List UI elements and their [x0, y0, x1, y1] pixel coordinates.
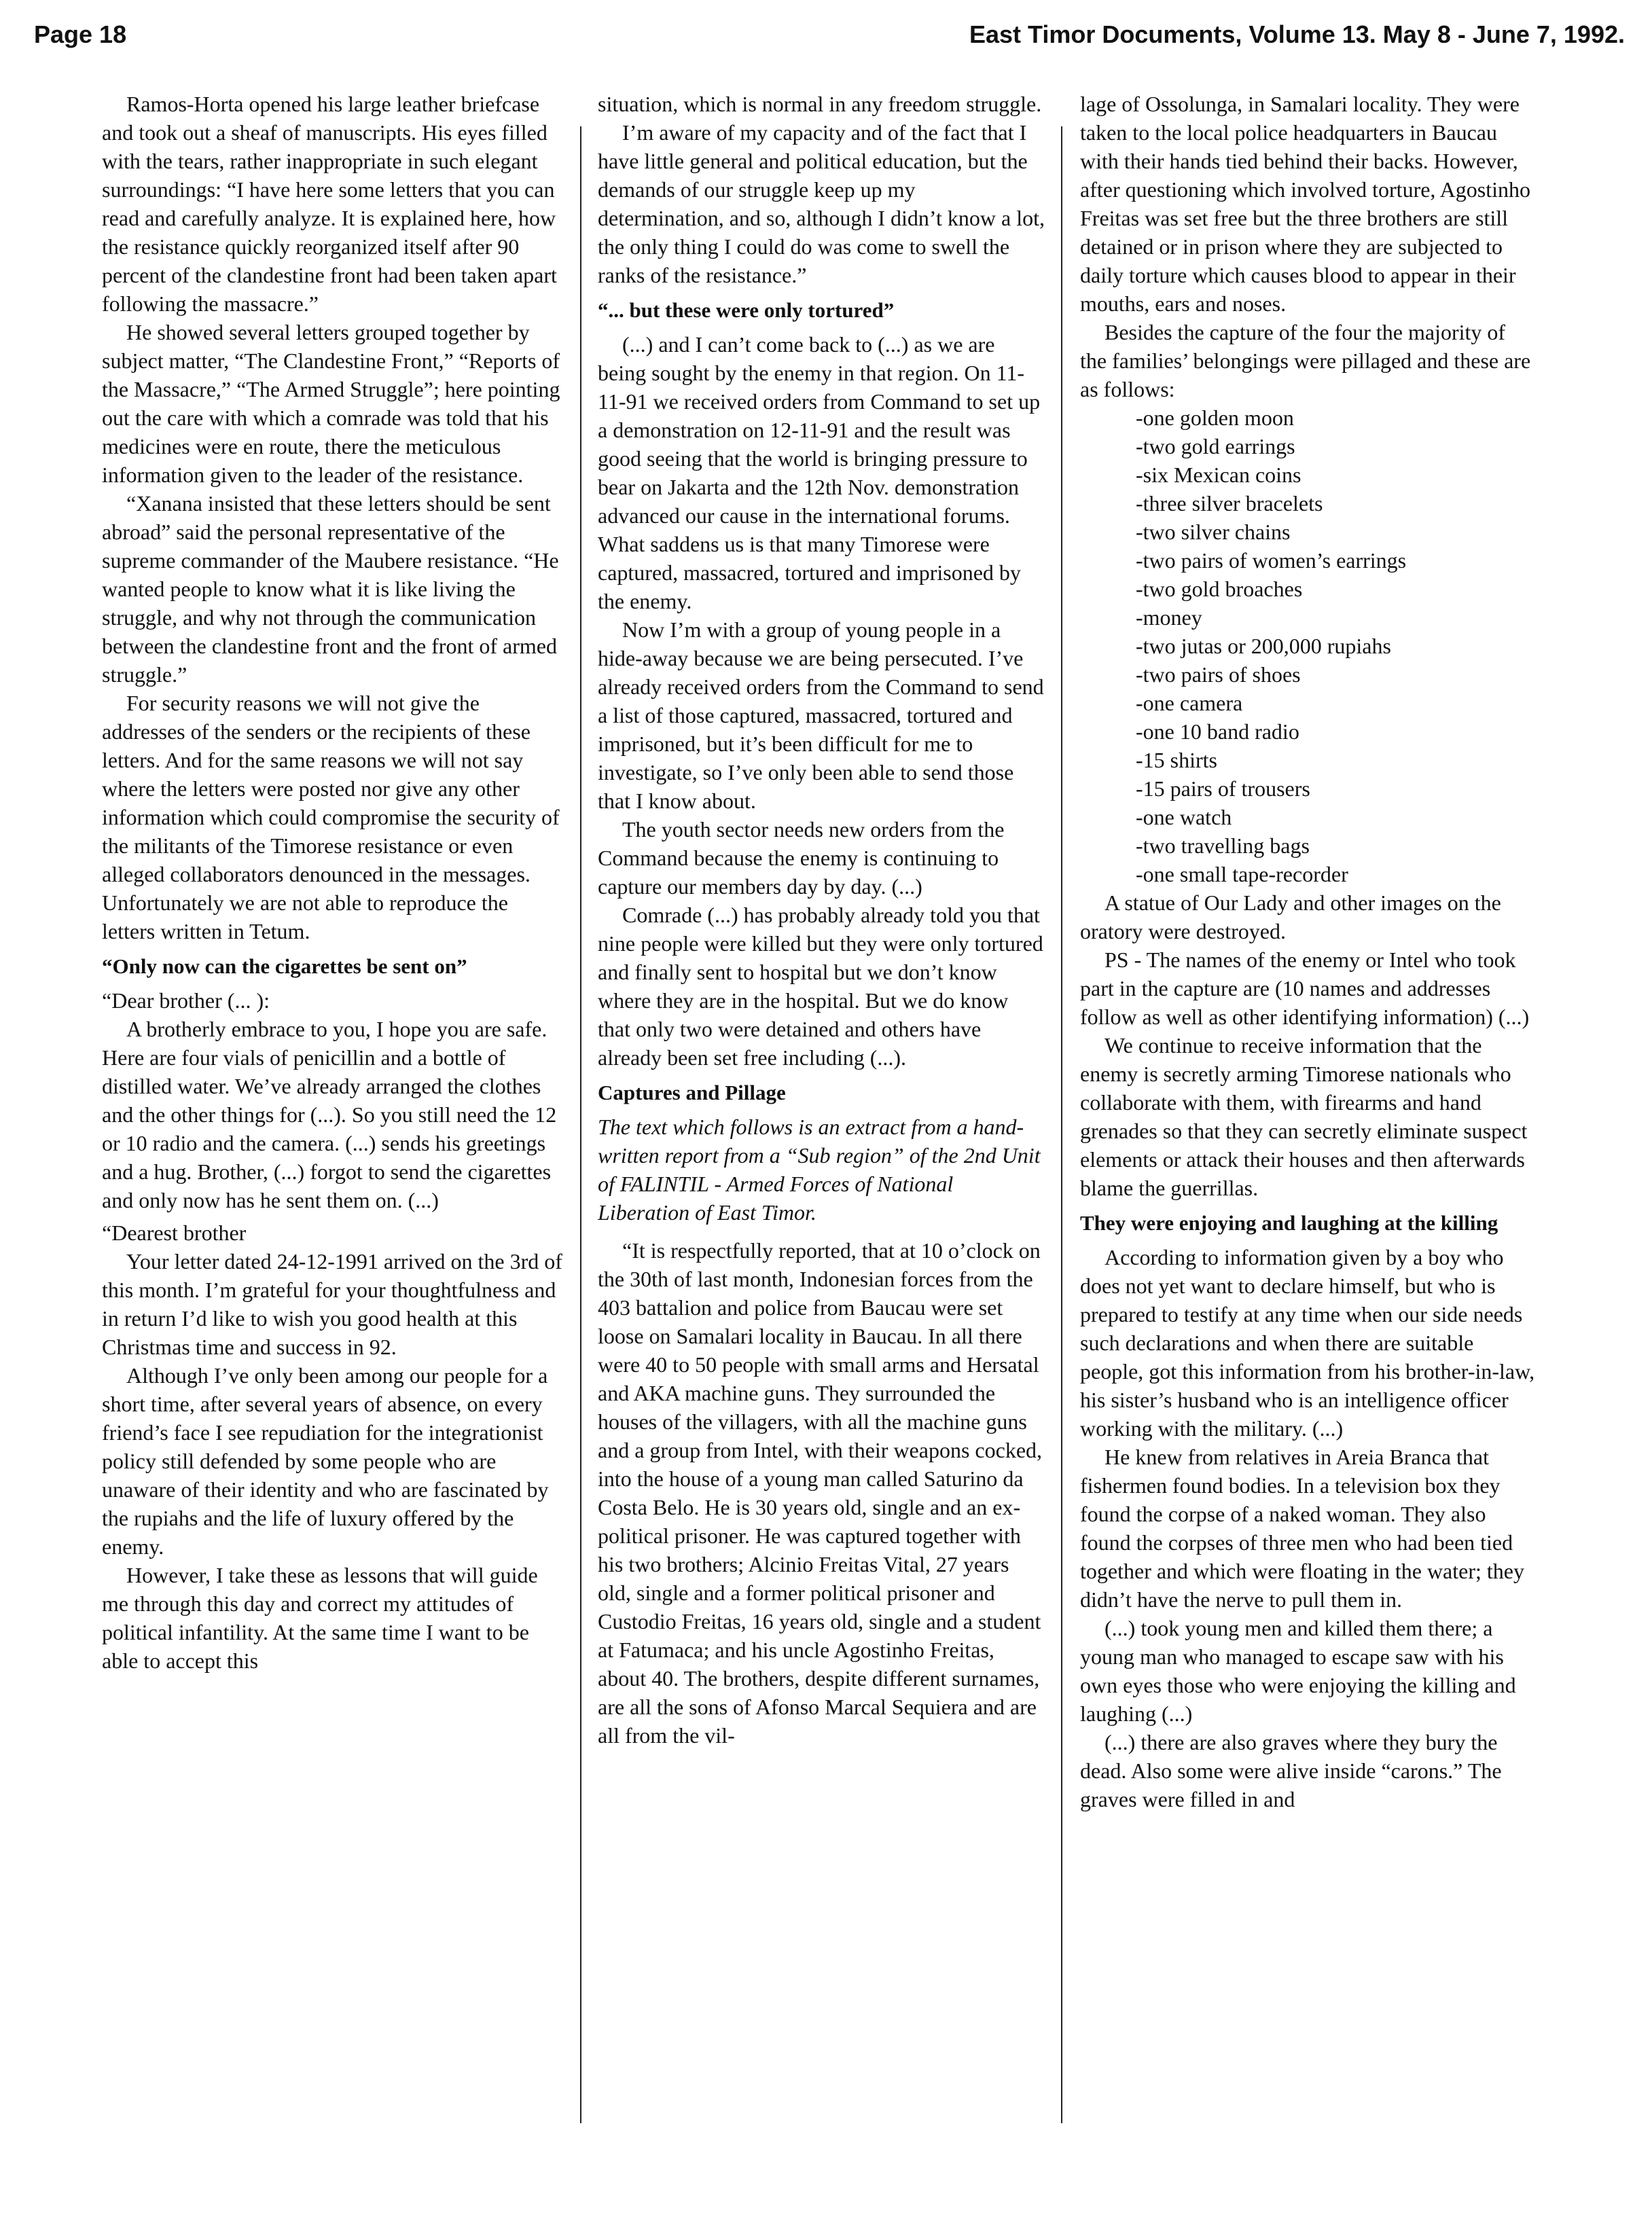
- paragraph: Ramos-Horta opened his large leather briefcase and took out a sheaf of manuscripts. His eyes filled with the tears, rather inappropriate in such elegant surroundings: “I have here some letters that you can read and carefully analyze. It is explained here, how the resistance quickly reorganized itself after 90 percent of the clandestine front had been taken apart following the massacre.”: [102, 92, 557, 316]
- list-item: -one small tape-recorder: [1136, 862, 1348, 886]
- list-item: -two pairs of shoes: [1136, 662, 1301, 687]
- list-item: -six Mexican coins: [1136, 463, 1301, 487]
- page-header: [27, 12, 1625, 60]
- column-divider: [580, 126, 581, 2123]
- publication-title: East Timor Documents, Volume 13. May 8 - June 7, 1992.: [969, 20, 1625, 48]
- column-1: [102, 90, 564, 1675]
- list-item: -three silver bracelets: [1136, 491, 1323, 516]
- column-3: [1080, 90, 1537, 1813]
- paragraph: “Xanana insisted that these letters should be sent abroad” said the personal representative of the supreme commander of the Maubere resistance. “He wanted people to know what it is like living the struggle, and why not through the communication between the clandestine front and the front of armed struggle.”: [102, 491, 559, 687]
- paragraph: We continue to receive information that the enemy is secretly arming Timorese nationals who collaborate with them, with firearms and hand grenades so that they can secretly eliminate suspect elements or attack their houses and then afterwards blame the guerrillas.: [1080, 1033, 1528, 1200]
- paragraph: Although I’ve only been among our people for a short time, after several years of absence, on every friend’s face I see repudiation for the integrationist policy still defended by some people who are unaware of their identity and who are fascinated by the rupiahs and the life of luxury offered by the enemy.: [102, 1363, 549, 1559]
- section-heading: “Only now can the cigarettes be sent on”: [102, 954, 467, 978]
- paragraph: (...) and I can’t come back to (...) as we are being sought by the enemy in that region. On 11-11-91 we received orders from Command to set up a demonstration on 12-11-91 and the result was good seeing that the world is bringing pressure to bear on Jakarta and the 12th Nov. demonstration advanced our cause in the international forums. What saddens us is that many Timorese were captured, massacred, tortured and imprisoned by the enemy.: [598, 332, 1041, 613]
- paragraph: Now I’m with a group of young people in a hide-away because we are being persecuted. I’ve already received orders from the Command to send a list of those captured, massacred, tortured and imprisoned, but it’s been difficult for me to investigate, so I’ve only been able to send those that I know about.: [598, 617, 1044, 813]
- paragraph: “It is respectfully reported, that at 10 o’clock on the 30th of last month, Indonesian forces from the 403 battalion and police from Baucau were set loose on Samalari locality in Baucau. In all there were 40 to 50 people with small arms and Hersatal and AKA machine guns. They surrounded the houses of the villagers, with all the machine guns and a group from Intel, with their weapons cocked, into the house of a young man called Saturino da Costa Belo. He is 30 years old, single and an ex-political prisoner. He was captured together with his two brothers; Alcinio Freitas Vital, 27 years old, single and a former political prisoner and Custodio Freitas, 16 years old, single and a student at Fatumaca; and his uncle Agostinho Freitas, about 40. The brothers, despite different surnames, are all the sons of Afonso Marcal Sequiera and are all from the vil-: [598, 1238, 1043, 1748]
- list-item: -15 shirts: [1136, 748, 1217, 772]
- paragraph: (...) there are also graves where they bury the dead. Also some were alive inside “carons.” The graves were filled in and: [1080, 1730, 1502, 1811]
- list-item: -one camera: [1136, 691, 1243, 715]
- paragraph: However, I take these as lessons that will guide me through this day and correct my attitudes of political infantility. At the same time I want to be able to accept this: [102, 1563, 538, 1673]
- paragraph: The youth sector needs new orders from the Command because the enemy is continuing to capture our members day by day. (...): [598, 817, 1005, 899]
- list-item: -15 pairs of trousers: [1136, 776, 1310, 801]
- paragraph: lage of Ossolunga, in Samalari locality. They were taken to the local police headquarters in Baucau with their hands tied behind their backs. However, after questioning which involved torture, Agostinho Freitas was set free but the three brothers are still detained or in prison where they are subjected to daily torture which causes blood to appear in their mouths, ears and noses.: [1080, 92, 1530, 316]
- list-item: -two jutas or 200,000 rupiahs: [1136, 634, 1391, 658]
- list-item: -one 10 band radio: [1136, 719, 1299, 744]
- column-divider: [1061, 126, 1062, 2123]
- list-item: -two travelling bags: [1136, 833, 1310, 858]
- page-number: Page 18: [34, 20, 127, 48]
- list-item: -two gold broaches: [1136, 577, 1303, 601]
- column-2: [598, 90, 1046, 1750]
- paragraph: For security reasons we will not give the addresses of the senders or the recipients of these letters. And for the same reasons we will not say where the letters were posted nor give any other information which could compromise the security of the militants of the Timorese resistance or even alleged collaborators denounced in the messages. Unfortunately we are not able to reproduce the letters written in Tetum.: [102, 691, 560, 943]
- paragraph: Besides the capture of the four the majority of the families’ belongings were pillaged and these are as follows:: [1080, 320, 1531, 401]
- paragraph: A brotherly embrace to you, I hope you are safe. Here are four vials of penicillin and a bottle of distilled water. We’ve already arranged the clothes and the other things for (...). So you still need the 12 or 10 radio and the camera. (...) sends his greetings and a hug. Brother, (...) forgot to send the cigarettes and only now has he sent them on. (...): [102, 1017, 557, 1212]
- letter-salutation: “Dearest brother: [102, 1221, 247, 1245]
- paragraph: Comrade (...) has probably already told you that nine people were killed but they were only tortured and finally sent to hospital but we don’t know where they are in the hospital. But we do know that only two were detained and others have already been set free including (...).: [598, 903, 1043, 1070]
- paragraph: According to information given by a boy who does not yet want to declare himself, but who is prepared to testify at any time when our side needs such declarations and when there are suitable people, got this information from his brother-in-law, his sister’s husband who is an intelligence officer working with the military. (...): [1080, 1245, 1535, 1441]
- section-heading: “... but these were only tortured”: [598, 298, 895, 322]
- paragraph: Your letter dated 24-12-1991 arrived on the 3rd of this month. I’m grateful for your thoughtfulness and in return I’d like to wish you good health at this Christmas time and success in 92.: [102, 1249, 562, 1359]
- paragraph: (...) took young men and killed them there; a young man who managed to escape saw with his own eyes those who were enjoying the killing and laughing (...): [1080, 1616, 1516, 1726]
- paragraph: PS - The names of the enemy or Intel who took part in the capture are (10 names and addresses follow as well as other identifying information) (...): [1080, 947, 1530, 1029]
- letter-salutation: “Dear brother (... ):: [102, 988, 270, 1013]
- paragraph: He showed several letters grouped together by subject matter, “The Clandestine Front,” “Reports of the Massacre,” “The Armed Struggle”; here pointing out the care with which a comrade was told that his medicines were en route, there the meticulous information given to the leader of the resistance.: [102, 320, 560, 487]
- pillaged-items-list: [1080, 403, 1537, 888]
- list-item: -money: [1136, 605, 1202, 630]
- paragraph: A statue of Our Lady and other images on the oratory were destroyed.: [1080, 890, 1501, 943]
- paragraph: situation, which is normal in any freedom struggle.: [598, 92, 1042, 116]
- editorial-intro: The text which follows is an extract from a hand-written report from a “Sub region” of the 2nd Unit of FALINTIL - Armed Forces of National Liberation of East Timor.: [598, 1115, 1041, 1225]
- list-item: -one golden moon: [1136, 405, 1294, 430]
- list-item: -two silver chains: [1136, 520, 1291, 544]
- section-heading: Captures and Pillage: [598, 1081, 786, 1104]
- list-item: -two pairs of women’s earrings: [1136, 548, 1407, 573]
- section-heading: They were enjoying and laughing at the killing: [1080, 1211, 1498, 1235]
- list-item: -one watch: [1136, 805, 1232, 829]
- list-item: -two gold earrings: [1136, 434, 1295, 458]
- paragraph: I’m aware of my capacity and of the fact that I have little general and political education, but the demands of our struggle keep up my determination, and so, although I didn’t know a lot, the only thing I could do was come to swell the ranks of the resistance.”: [598, 120, 1045, 287]
- paragraph: He knew from relatives in Areia Branca that fishermen found bodies. In a television box they found the corpse of a naked woman. They also found the corpses of three men who had been tied together and which were floating in the water; they didn’t have the nerve to pull them in.: [1080, 1445, 1524, 1612]
